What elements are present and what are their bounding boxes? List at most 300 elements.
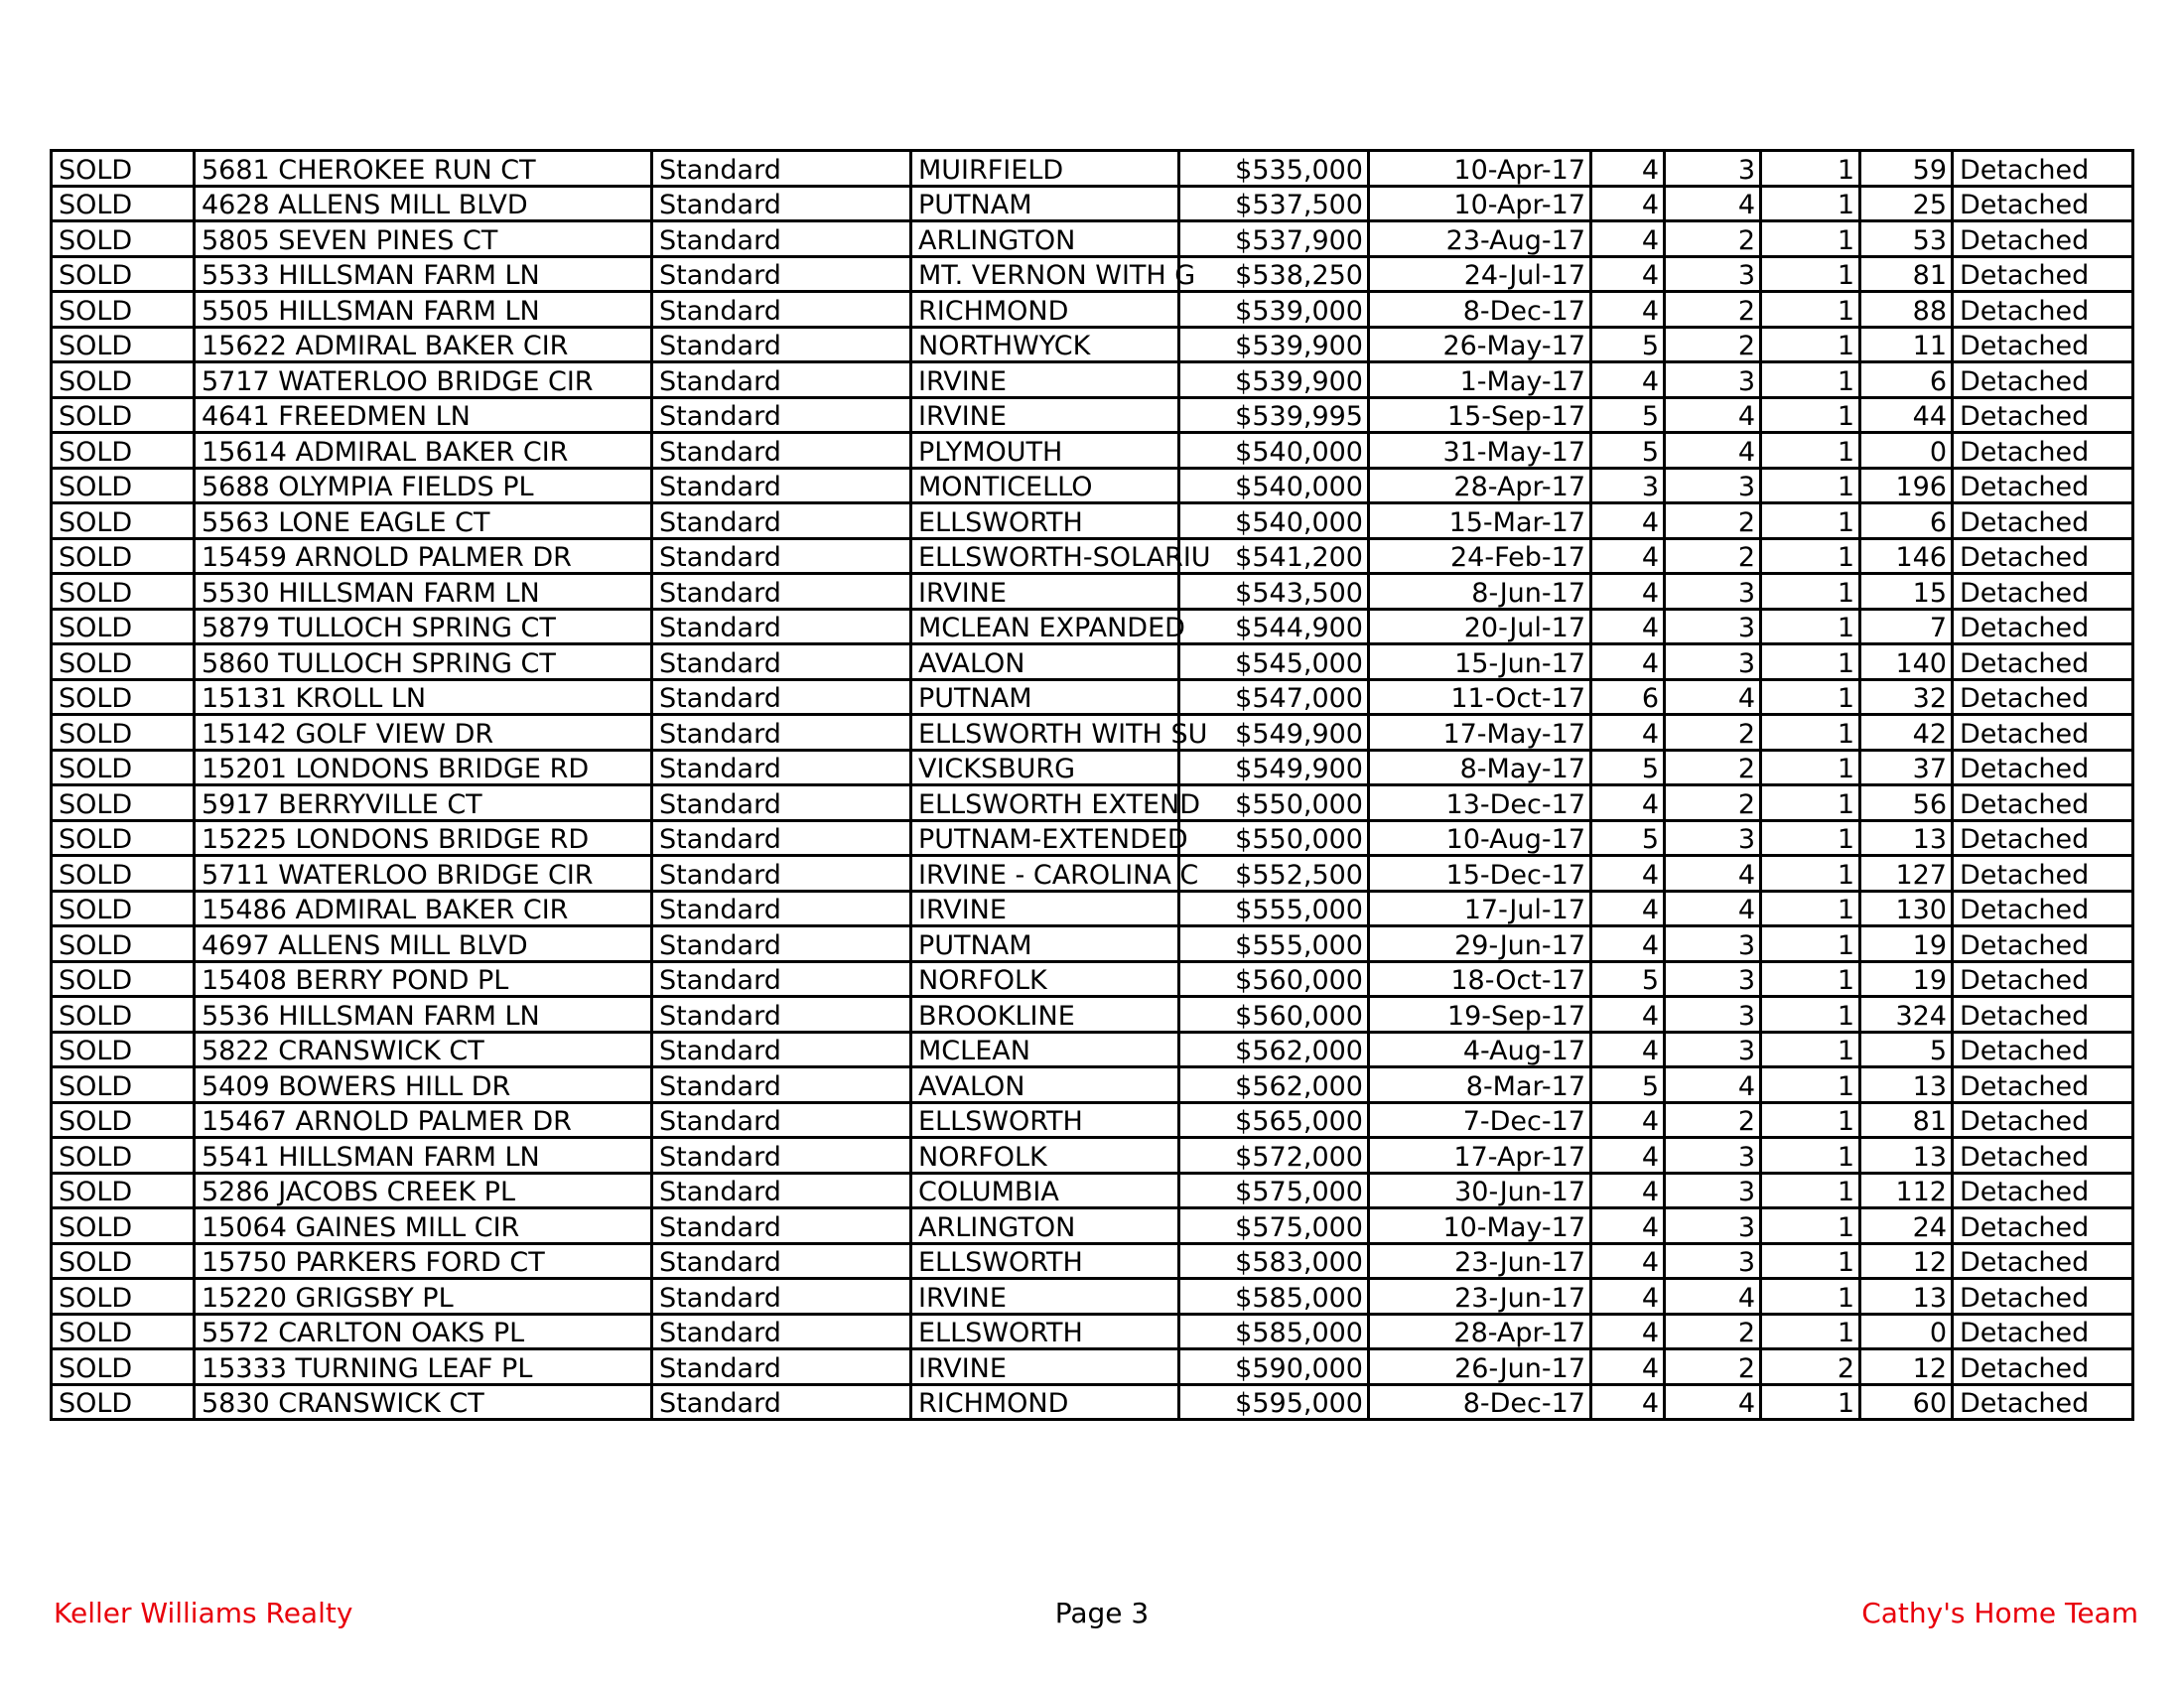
sold-listings-table	[50, 149, 2134, 1421]
cell-price: $539,995	[1179, 397, 1369, 433]
cell-status: SOLD	[52, 679, 195, 715]
cell-days-on-market: 24	[1860, 1208, 1953, 1244]
cell-full-baths: 4	[1665, 1067, 1761, 1103]
cell-bedrooms: 4	[1591, 1349, 1665, 1385]
cell-bedrooms: 4	[1591, 221, 1665, 257]
cell-address: 5572 CARLTON OAKS PL	[195, 1314, 652, 1349]
cell-address: 5917 BERRYVILLE CT	[195, 785, 652, 821]
table-row	[52, 1314, 2133, 1349]
cell-status: SOLD	[52, 609, 195, 644]
cell-half-baths: 1	[1761, 468, 1860, 503]
cell-model: IRVINE - CAROLINA C	[911, 856, 1179, 892]
cell-days-on-market: 19	[1860, 961, 1953, 997]
table-row	[52, 891, 2133, 926]
table-row	[52, 820, 2133, 856]
cell-status: SOLD	[52, 785, 195, 821]
cell-full-baths: 4	[1665, 1279, 1761, 1315]
cell-bedrooms: 4	[1591, 292, 1665, 328]
cell-property-type: Detached	[1953, 1032, 2133, 1067]
cell-sale-type: Standard	[652, 468, 911, 503]
table-row	[52, 1173, 2133, 1208]
cell-full-baths: 2	[1665, 1314, 1761, 1349]
table-row	[52, 644, 2133, 680]
cell-full-baths: 4	[1665, 1384, 1761, 1420]
cell-full-baths: 3	[1665, 609, 1761, 644]
cell-half-baths: 1	[1761, 1067, 1860, 1103]
table-row	[52, 362, 2133, 398]
cell-sale-type: Standard	[652, 750, 911, 785]
cell-status: SOLD	[52, 256, 195, 292]
cell-sold-date: 10-Aug-17	[1369, 820, 1591, 856]
cell-status: SOLD	[52, 1349, 195, 1385]
cell-sold-date: 13-Dec-17	[1369, 785, 1591, 821]
cell-half-baths: 1	[1761, 538, 1860, 574]
cell-days-on-market: 5	[1860, 1032, 1953, 1067]
cell-days-on-market: 53	[1860, 221, 1953, 257]
cell-half-baths: 1	[1761, 820, 1860, 856]
cell-status: SOLD	[52, 397, 195, 433]
cell-price: $543,500	[1179, 574, 1369, 610]
cell-price: $590,000	[1179, 1349, 1369, 1385]
cell-status: SOLD	[52, 961, 195, 997]
cell-address: 5530 HILLSMAN FARM LN	[195, 574, 652, 610]
cell-property-type: Detached	[1953, 397, 2133, 433]
cell-sold-date: 10-Apr-17	[1369, 151, 1591, 187]
cell-sold-date: 15-Sep-17	[1369, 397, 1591, 433]
cell-days-on-market: 32	[1860, 679, 1953, 715]
table-row	[52, 503, 2133, 539]
cell-sale-type: Standard	[652, 1243, 911, 1279]
cell-address: 5563 LONE EAGLE CT	[195, 503, 652, 539]
cell-sale-type: Standard	[652, 151, 911, 187]
cell-full-baths: 2	[1665, 327, 1761, 362]
cell-price: $560,000	[1179, 997, 1369, 1033]
cell-days-on-market: 81	[1860, 1102, 1953, 1138]
cell-status: SOLD	[52, 856, 195, 892]
cell-model: COLUMBIA	[911, 1173, 1179, 1208]
cell-sale-type: Standard	[652, 891, 911, 926]
cell-bedrooms: 4	[1591, 1243, 1665, 1279]
cell-sold-date: 28-Apr-17	[1369, 468, 1591, 503]
table-row	[52, 256, 2133, 292]
table-row	[52, 679, 2133, 715]
cell-full-baths: 3	[1665, 256, 1761, 292]
table-row	[52, 327, 2133, 362]
cell-full-baths: 2	[1665, 1102, 1761, 1138]
cell-property-type: Detached	[1953, 609, 2133, 644]
cell-half-baths: 1	[1761, 327, 1860, 362]
cell-half-baths: 1	[1761, 679, 1860, 715]
cell-status: SOLD	[52, 997, 195, 1033]
cell-model: PUTNAM	[911, 679, 1179, 715]
cell-half-baths: 1	[1761, 609, 1860, 644]
cell-status: SOLD	[52, 1314, 195, 1349]
cell-bedrooms: 5	[1591, 961, 1665, 997]
cell-model: BROOKLINE	[911, 997, 1179, 1033]
cell-sale-type: Standard	[652, 503, 911, 539]
cell-address: 5717 WATERLOO BRIDGE CIR	[195, 362, 652, 398]
cell-full-baths: 3	[1665, 644, 1761, 680]
cell-status: SOLD	[52, 644, 195, 680]
cell-property-type: Detached	[1953, 1279, 2133, 1315]
table-row	[52, 961, 2133, 997]
cell-full-baths: 2	[1665, 1349, 1761, 1385]
table-row	[52, 1102, 2133, 1138]
cell-model: PUTNAM-EXTENDED	[911, 820, 1179, 856]
cell-price: $537,900	[1179, 221, 1369, 257]
cell-bedrooms: 4	[1591, 1384, 1665, 1420]
cell-half-baths: 1	[1761, 503, 1860, 539]
cell-full-baths: 2	[1665, 221, 1761, 257]
cell-status: SOLD	[52, 221, 195, 257]
cell-address: 15064 GAINES MILL CIR	[195, 1208, 652, 1244]
cell-status: SOLD	[52, 151, 195, 187]
cell-price: $545,000	[1179, 644, 1369, 680]
cell-bedrooms: 4	[1591, 1208, 1665, 1244]
cell-status: SOLD	[52, 1032, 195, 1067]
cell-full-baths: 2	[1665, 715, 1761, 751]
cell-sold-date: 31-May-17	[1369, 433, 1591, 469]
cell-half-baths: 1	[1761, 433, 1860, 469]
cell-sold-date: 19-Sep-17	[1369, 997, 1591, 1033]
cell-sale-type: Standard	[652, 1032, 911, 1067]
cell-bedrooms: 5	[1591, 397, 1665, 433]
cell-sold-date: 4-Aug-17	[1369, 1032, 1591, 1067]
cell-sold-date: 17-Jul-17	[1369, 891, 1591, 926]
cell-bedrooms: 4	[1591, 538, 1665, 574]
cell-address: 5688 OLYMPIA FIELDS PL	[195, 468, 652, 503]
cell-status: SOLD	[52, 1138, 195, 1174]
cell-half-baths: 1	[1761, 221, 1860, 257]
cell-days-on-market: 13	[1860, 1138, 1953, 1174]
cell-address: 5830 CRANSWICK CT	[195, 1384, 652, 1420]
cell-property-type: Detached	[1953, 503, 2133, 539]
cell-price: $541,200	[1179, 538, 1369, 574]
cell-bedrooms: 4	[1591, 186, 1665, 221]
cell-price: $539,000	[1179, 292, 1369, 328]
cell-status: SOLD	[52, 433, 195, 469]
cell-status: SOLD	[52, 503, 195, 539]
cell-model: NORTHWYCK	[911, 327, 1179, 362]
cell-sold-date: 8-Jun-17	[1369, 574, 1591, 610]
cell-address: 15467 ARNOLD PALMER DR	[195, 1102, 652, 1138]
cell-half-baths: 1	[1761, 1314, 1860, 1349]
cell-address: 15142 GOLF VIEW DR	[195, 715, 652, 751]
cell-property-type: Detached	[1953, 433, 2133, 469]
cell-full-baths: 3	[1665, 468, 1761, 503]
cell-status: SOLD	[52, 538, 195, 574]
cell-address: 4641 FREEDMEN LN	[195, 397, 652, 433]
cell-sold-date: 30-Jun-17	[1369, 1173, 1591, 1208]
cell-model: ELLSWORTH EXTEND	[911, 785, 1179, 821]
cell-model: ARLINGTON	[911, 1208, 1179, 1244]
cell-status: SOLD	[52, 1067, 195, 1103]
table-row	[52, 1138, 2133, 1174]
cell-bedrooms: 6	[1591, 679, 1665, 715]
cell-sale-type: Standard	[652, 1314, 911, 1349]
cell-half-baths: 1	[1761, 1102, 1860, 1138]
cell-property-type: Detached	[1953, 1384, 2133, 1420]
cell-price: $562,000	[1179, 1032, 1369, 1067]
cell-days-on-market: 19	[1860, 926, 1953, 962]
cell-model: IRVINE	[911, 574, 1179, 610]
cell-price: $585,000	[1179, 1279, 1369, 1315]
cell-address: 15622 ADMIRAL BAKER CIR	[195, 327, 652, 362]
cell-full-baths: 3	[1665, 151, 1761, 187]
cell-sold-date: 8-Dec-17	[1369, 292, 1591, 328]
cell-sold-date: 23-Jun-17	[1369, 1279, 1591, 1315]
cell-days-on-market: 59	[1860, 151, 1953, 187]
cell-half-baths: 1	[1761, 1208, 1860, 1244]
cell-model: IRVINE	[911, 891, 1179, 926]
cell-model: PUTNAM	[911, 186, 1179, 221]
cell-address: 5822 CRANSWICK CT	[195, 1032, 652, 1067]
cell-full-baths: 2	[1665, 750, 1761, 785]
cell-sold-date: 17-May-17	[1369, 715, 1591, 751]
cell-price: $572,000	[1179, 1138, 1369, 1174]
cell-bedrooms: 5	[1591, 327, 1665, 362]
cell-price: $562,000	[1179, 1067, 1369, 1103]
cell-model: NORFOLK	[911, 961, 1179, 997]
cell-sale-type: Standard	[652, 221, 911, 257]
cell-sale-type: Standard	[652, 574, 911, 610]
cell-days-on-market: 13	[1860, 1279, 1953, 1315]
cell-price: $575,000	[1179, 1208, 1369, 1244]
cell-property-type: Detached	[1953, 574, 2133, 610]
cell-address: 15225 LONDONS BRIDGE RD	[195, 820, 652, 856]
cell-status: SOLD	[52, 1243, 195, 1279]
cell-property-type: Detached	[1953, 820, 2133, 856]
cell-sold-date: 26-May-17	[1369, 327, 1591, 362]
cell-model: ELLSWORTH-SOLARIU	[911, 538, 1179, 574]
cell-sold-date: 24-Feb-17	[1369, 538, 1591, 574]
cell-address: 15459 ARNOLD PALMER DR	[195, 538, 652, 574]
table-row	[52, 1067, 2133, 1103]
cell-bedrooms: 5	[1591, 1067, 1665, 1103]
cell-property-type: Detached	[1953, 715, 2133, 751]
cell-days-on-market: 140	[1860, 644, 1953, 680]
cell-status: SOLD	[52, 715, 195, 751]
table-row	[52, 926, 2133, 962]
cell-property-type: Detached	[1953, 538, 2133, 574]
cell-property-type: Detached	[1953, 1067, 2133, 1103]
cell-full-baths: 4	[1665, 186, 1761, 221]
cell-sale-type: Standard	[652, 292, 911, 328]
cell-address: 4628 ALLENS MILL BLVD	[195, 186, 652, 221]
cell-address: 5505 HILLSMAN FARM LN	[195, 292, 652, 328]
cell-sold-date: 28-Apr-17	[1369, 1314, 1591, 1349]
cell-price: $555,000	[1179, 926, 1369, 962]
cell-status: SOLD	[52, 891, 195, 926]
cell-property-type: Detached	[1953, 292, 2133, 328]
table-row	[52, 433, 2133, 469]
cell-bedrooms: 4	[1591, 1102, 1665, 1138]
cell-model: NORFOLK	[911, 1138, 1179, 1174]
cell-price: $540,000	[1179, 468, 1369, 503]
cell-address: 5536 HILLSMAN FARM LN	[195, 997, 652, 1033]
cell-bedrooms: 4	[1591, 574, 1665, 610]
cell-model: ARLINGTON	[911, 221, 1179, 257]
cell-price: $555,000	[1179, 891, 1369, 926]
cell-address: 15614 ADMIRAL BAKER CIR	[195, 433, 652, 469]
cell-model: AVALON	[911, 644, 1179, 680]
cell-half-baths: 1	[1761, 1384, 1860, 1420]
cell-half-baths: 1	[1761, 151, 1860, 187]
cell-status: SOLD	[52, 1279, 195, 1315]
cell-sold-date: 10-Apr-17	[1369, 186, 1591, 221]
cell-property-type: Detached	[1953, 997, 2133, 1033]
table-row	[52, 538, 2133, 574]
cell-address: 5711 WATERLOO BRIDGE CIR	[195, 856, 652, 892]
cell-sale-type: Standard	[652, 820, 911, 856]
cell-model: IRVINE	[911, 397, 1179, 433]
cell-price: $560,000	[1179, 961, 1369, 997]
table-row	[52, 750, 2133, 785]
cell-bedrooms: 4	[1591, 644, 1665, 680]
cell-model: PUTNAM	[911, 926, 1179, 962]
cell-sale-type: Standard	[652, 644, 911, 680]
cell-half-baths: 1	[1761, 186, 1860, 221]
cell-price: $547,000	[1179, 679, 1369, 715]
cell-bedrooms: 4	[1591, 1279, 1665, 1315]
cell-days-on-market: 196	[1860, 468, 1953, 503]
cell-sold-date: 7-Dec-17	[1369, 1102, 1591, 1138]
cell-property-type: Detached	[1953, 644, 2133, 680]
cell-days-on-market: 7	[1860, 609, 1953, 644]
cell-full-baths: 3	[1665, 362, 1761, 398]
cell-full-baths: 3	[1665, 1138, 1761, 1174]
table-row	[52, 1208, 2133, 1244]
cell-sold-date: 23-Aug-17	[1369, 221, 1591, 257]
cell-model: IRVINE	[911, 1279, 1179, 1315]
cell-bedrooms: 5	[1591, 750, 1665, 785]
cell-full-baths: 2	[1665, 503, 1761, 539]
footer-team-name: Cathy's Home Team	[1861, 1597, 2138, 1629]
cell-address: 15408 BERRY POND PL	[195, 961, 652, 997]
cell-days-on-market: 13	[1860, 820, 1953, 856]
cell-bedrooms: 4	[1591, 997, 1665, 1033]
cell-sold-date: 11-Oct-17	[1369, 679, 1591, 715]
cell-model: ELLSWORTH WITH SU	[911, 715, 1179, 751]
cell-days-on-market: 42	[1860, 715, 1953, 751]
cell-sale-type: Standard	[652, 433, 911, 469]
cell-days-on-market: 60	[1860, 1384, 1953, 1420]
cell-half-baths: 1	[1761, 574, 1860, 610]
cell-sale-type: Standard	[652, 1138, 911, 1174]
cell-status: SOLD	[52, 1173, 195, 1208]
cell-days-on-market: 15	[1860, 574, 1953, 610]
cell-sale-type: Standard	[652, 1173, 911, 1208]
cell-full-baths: 4	[1665, 856, 1761, 892]
cell-model: PLYMOUTH	[911, 433, 1179, 469]
cell-half-baths: 1	[1761, 785, 1860, 821]
cell-sale-type: Standard	[652, 538, 911, 574]
listings-body	[52, 151, 2133, 1420]
cell-model: VICKSBURG	[911, 750, 1179, 785]
cell-price: $550,000	[1179, 785, 1369, 821]
cell-address: 5879 TULLOCH SPRING CT	[195, 609, 652, 644]
cell-sale-type: Standard	[652, 1208, 911, 1244]
cell-status: SOLD	[52, 1208, 195, 1244]
cell-price: $550,000	[1179, 820, 1369, 856]
cell-full-baths: 3	[1665, 926, 1761, 962]
cell-days-on-market: 25	[1860, 186, 1953, 221]
cell-sold-date: 18-Oct-17	[1369, 961, 1591, 997]
cell-sale-type: Standard	[652, 679, 911, 715]
cell-half-baths: 1	[1761, 891, 1860, 926]
cell-half-baths: 1	[1761, 1279, 1860, 1315]
cell-full-baths: 3	[1665, 820, 1761, 856]
cell-full-baths: 3	[1665, 997, 1761, 1033]
cell-days-on-market: 127	[1860, 856, 1953, 892]
cell-price: $539,900	[1179, 327, 1369, 362]
cell-property-type: Detached	[1953, 256, 2133, 292]
cell-bedrooms: 4	[1591, 362, 1665, 398]
table-row	[52, 221, 2133, 257]
cell-bedrooms: 4	[1591, 256, 1665, 292]
cell-days-on-market: 0	[1860, 1314, 1953, 1349]
cell-address: 15486 ADMIRAL BAKER CIR	[195, 891, 652, 926]
cell-bedrooms: 5	[1591, 820, 1665, 856]
cell-property-type: Detached	[1953, 327, 2133, 362]
cell-address: 15333 TURNING LEAF PL	[195, 1349, 652, 1385]
cell-price: $595,000	[1179, 1384, 1369, 1420]
cell-address: 15220 GRIGSBY PL	[195, 1279, 652, 1315]
cell-bedrooms: 4	[1591, 785, 1665, 821]
cell-sold-date: 15-Jun-17	[1369, 644, 1591, 680]
cell-model: IRVINE	[911, 362, 1179, 398]
cell-half-baths: 1	[1761, 961, 1860, 997]
cell-property-type: Detached	[1953, 221, 2133, 257]
cell-sale-type: Standard	[652, 609, 911, 644]
table-row	[52, 997, 2133, 1033]
cell-status: SOLD	[52, 926, 195, 962]
cell-bedrooms: 4	[1591, 1138, 1665, 1174]
table-row	[52, 856, 2133, 892]
cell-status: SOLD	[52, 1102, 195, 1138]
cell-days-on-market: 6	[1860, 362, 1953, 398]
cell-bedrooms: 4	[1591, 856, 1665, 892]
cell-property-type: Detached	[1953, 891, 2133, 926]
cell-price: $537,500	[1179, 186, 1369, 221]
cell-address: 5533 HILLSMAN FARM LN	[195, 256, 652, 292]
cell-property-type: Detached	[1953, 186, 2133, 221]
cell-price: $565,000	[1179, 1102, 1369, 1138]
cell-bedrooms: 4	[1591, 151, 1665, 187]
cell-sale-type: Standard	[652, 785, 911, 821]
cell-status: SOLD	[52, 1384, 195, 1420]
cell-half-baths: 1	[1761, 1032, 1860, 1067]
cell-full-baths: 3	[1665, 574, 1761, 610]
cell-days-on-market: 12	[1860, 1349, 1953, 1385]
footer-brokerage: Keller Williams Realty	[54, 1597, 353, 1629]
cell-sold-date: 24-Jul-17	[1369, 256, 1591, 292]
cell-sold-date: 26-Jun-17	[1369, 1349, 1591, 1385]
cell-model: RICHMOND	[911, 292, 1179, 328]
cell-model: ELLSWORTH	[911, 1314, 1179, 1349]
cell-days-on-market: 88	[1860, 292, 1953, 328]
table-row	[52, 1384, 2133, 1420]
cell-full-baths: 3	[1665, 1208, 1761, 1244]
cell-days-on-market: 6	[1860, 503, 1953, 539]
cell-sale-type: Standard	[652, 186, 911, 221]
cell-half-baths: 1	[1761, 926, 1860, 962]
cell-full-baths: 4	[1665, 679, 1761, 715]
cell-days-on-market: 11	[1860, 327, 1953, 362]
cell-full-baths: 3	[1665, 1032, 1761, 1067]
cell-property-type: Detached	[1953, 1138, 2133, 1174]
cell-status: SOLD	[52, 750, 195, 785]
